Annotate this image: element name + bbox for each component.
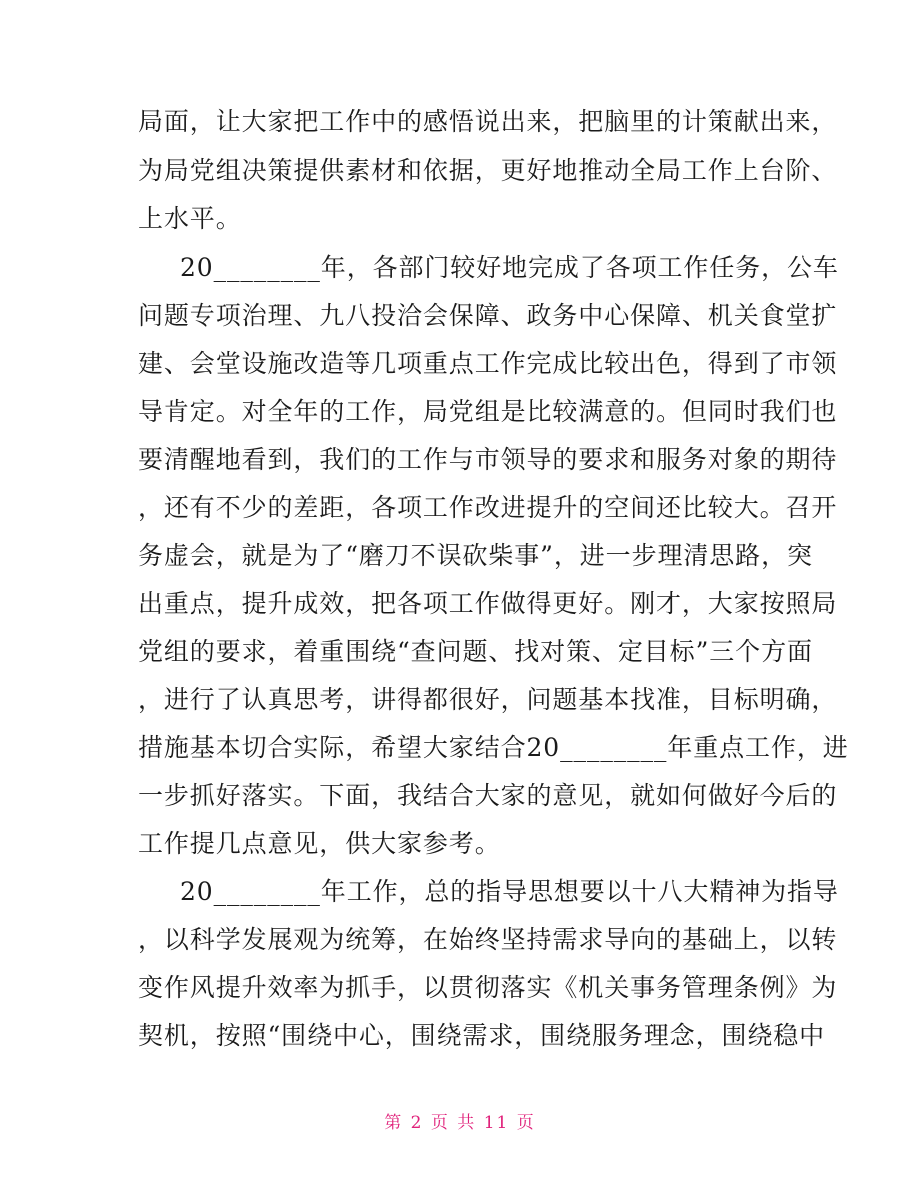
text-line: 出重点，提升成效，把各项工作做得更好。刚才，大家按照局 <box>138 589 838 618</box>
text-line: 导肯定。对全年的工作，局党组是比较满意的。但同时我们也 <box>138 397 838 426</box>
text-line: 工作提几点意见，供大家参考。 <box>138 829 501 858</box>
paragraph-start-line: 20________年，各部门较好地完成了各项工作任务，公车 <box>180 253 839 282</box>
text-line: 一步抓好落实。下面，我结合大家的意见，就如何做好今后的 <box>138 781 838 810</box>
text-line: 务虚会，就是为了“磨刀不误砍柴事”，进一步理清思路，突 <box>138 541 813 570</box>
text-line: 局面，让大家把工作中的感悟说出来，把脑里的计策献出来， <box>138 107 838 136</box>
page-number-footer: 第 2 页 共 11 页 <box>384 1113 536 1133</box>
text-line: ，以科学发展观为统筹，在始终坚持需求导向的基础上，以转 <box>138 925 838 954</box>
text-line: ，进行了认真思考，讲得都很好，问题基本找准，目标明确， <box>138 685 838 714</box>
paragraph-start-line: 20________年工作，总的指导思想要以十八大精神为指导 <box>180 877 839 906</box>
text-line: 党组的要求，着重围绕“查问题、找对策、定目标”三个方面 <box>138 637 813 666</box>
text-line: 变作风提升效率为抓手，以贯彻落实《机关事务管理条例》为 <box>138 973 838 1002</box>
text-line: 为局党组决策提供素材和依据，更好地推动全局工作上台阶、 <box>138 156 838 185</box>
text-line: 要清醒地看到，我们的工作与市领导的要求和服务对象的期待 <box>138 445 838 474</box>
text-line: 建、会堂设施改造等几项重点工作完成比较出色，得到了市领 <box>138 349 838 378</box>
text-line: 问题专项治理、九八投洽会保障、政务中心保障、机关食堂扩 <box>138 301 838 330</box>
text-line: 措施基本切合实际，希望大家结合20________年重点工作，进 <box>138 733 849 762</box>
text-line: 上水平。 <box>138 204 242 233</box>
text-line: ，还有不少的差距，各项工作改进提升的空间还比较大。召开 <box>138 493 838 522</box>
text-line: 契机，按照“围绕中心，围绕需求，围绕服务理念，围绕稳中 <box>138 1021 826 1050</box>
